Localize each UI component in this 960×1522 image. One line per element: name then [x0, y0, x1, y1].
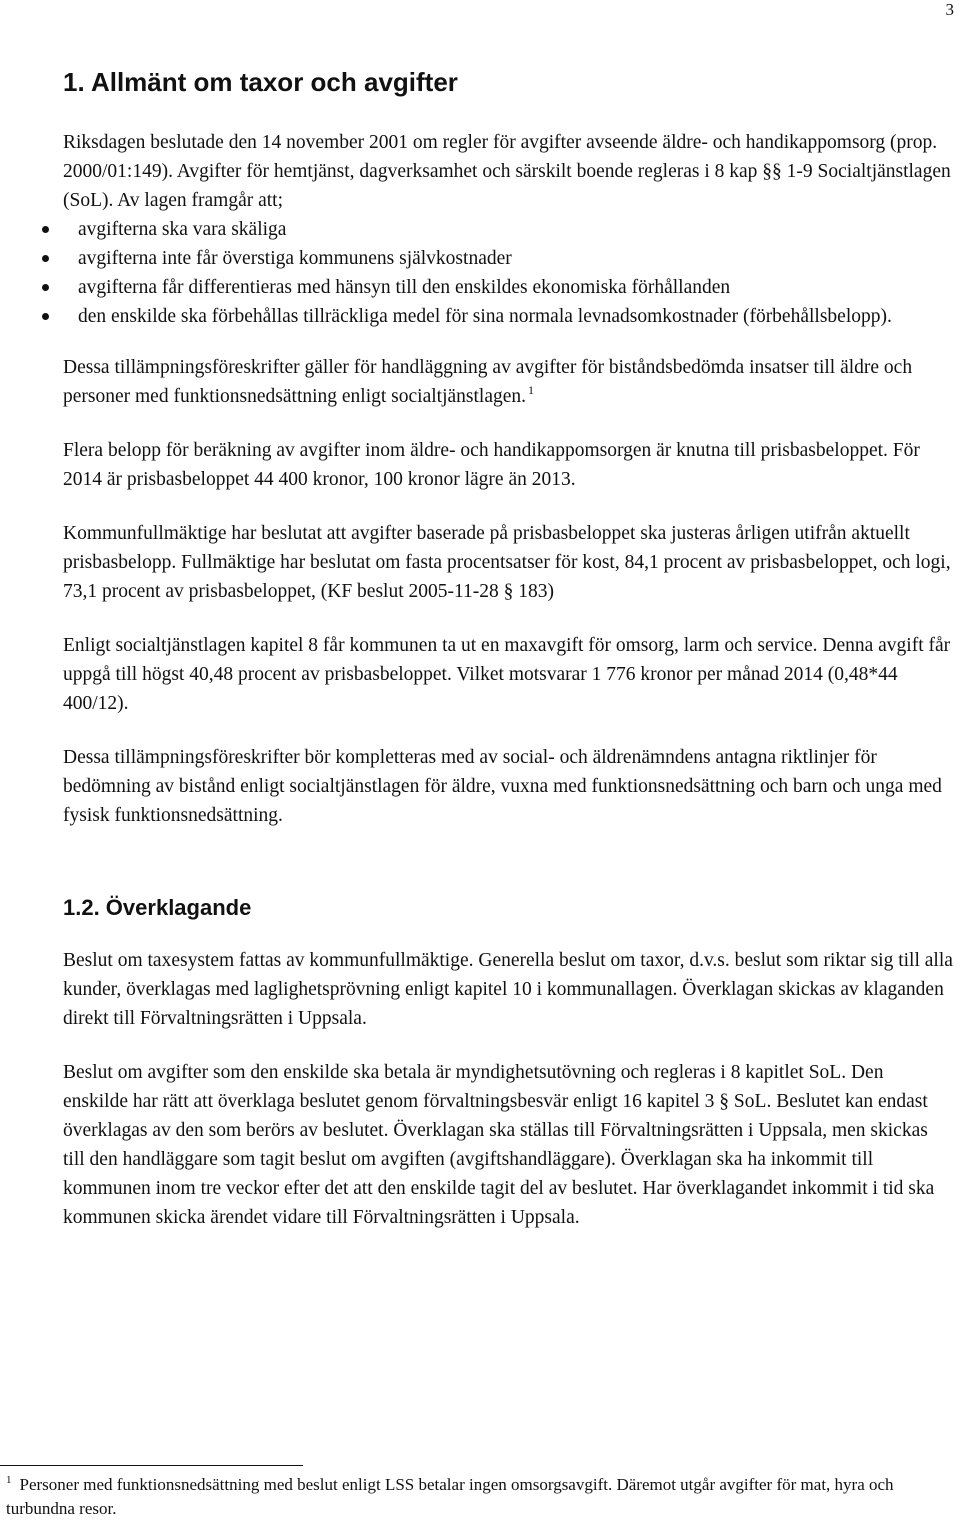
footnote-text: Personer med funktionsnedsättning med beslut enligt LSS betalar ingen omsorgsavgift. Däremot utgår avgifter för mat, hyra och turbundna resor.: [6, 1475, 894, 1518]
footnote-number: 1: [6, 1474, 12, 1486]
footnote-reference[interactable]: 1: [528, 383, 535, 397]
section-heading-allmant: 1. Allmänt om taxor och avgifter: [63, 67, 458, 97]
section-heading-overklagande: 1.2. Överklagande: [63, 895, 252, 920]
paragraph-maxavgift: Enligt socialtjänstlagen kapitel 8 får kommunen ta ut en maxavgift för omsorg, larm och service. Denna avgift får uppgå till högst 40,48 procent av prisbasbeloppet. Vilket motsvarar 1 776 kronor per månad 2014 (0,48*44 400/12).: [63, 635, 951, 714]
paragraph-prisbasbelopp: Flera belopp för beräkning av avgifter inom äldre- och handikappomsorgen är knutna till prisbasbeloppet. För 2014 är prisbasbeloppet 44 400 kronor, 100 kronor lägre än 2013.: [63, 440, 920, 490]
paragraph-intro: Riksdagen beslutade den 14 november 2001 om regler för avgifter avseende äldre- och handikappomsorg (prop. 2000/01:149). Avgifter för hemtjänst, dagverksamhet och särskilt boende regleras i 8 kap §§ 1-9 Socialtjänstlagen (SoL). Av lagen framgår att;: [63, 132, 951, 211]
list-item: avgifterna inte får överstiga kommunens självkostnader: [63, 244, 953, 273]
document-body: [63, 62, 953, 1232]
list-item: avgifterna ska vara skäliga: [63, 215, 953, 244]
list-item: den enskilde ska förbehållas tillräckliga medel för sina normala levnadsomkostnader (förbehållsbelopp).: [63, 302, 953, 331]
paragraph-kommunfullmaktige: Kommunfullmäktige har beslutat att avgifter baserade på prisbasbeloppet ska justeras årligen utifrån aktuellt prisbasbelopp. Fullmäktige har beslutat om fasta procentsatser för kost, 84,1 procent av prisbasbeloppet, och logi, 73,1 procent av prisbasbeloppet, (KF beslut 2005-11-28 § 183): [63, 523, 951, 602]
list-item: avgifterna får differentieras med hänsyn till den enskildes ekonomiska förhållanden: [63, 273, 953, 302]
paragraph-tillampning: [63, 353, 953, 411]
footnote-divider: [0, 1465, 303, 1466]
paragraph-riktlinjer: Dessa tillämpningsföreskrifter bör kompletteras med av social- och äldrenämndens antagna riktlinjer för bedömning av bistånd enligt socialtjänstlagen för äldre, vuxna med funktionsnedsättning och barn och unga med fysisk funktionsnedsättning.: [63, 747, 942, 826]
bullet-list: [63, 215, 953, 331]
page-number: 3: [945, 0, 954, 19]
paragraph-tillampning-text: Dessa tillämpningsföreskrifter gäller för handläggning av avgifter för biståndsbedömda insatser till äldre och personer med funktionsnedsättning enligt socialtjänstlagen.: [63, 357, 913, 407]
paragraph-myndighetsutovning: Beslut om avgifter som den enskilde ska betala är myndighetsutövning och regleras i 8 kapitlet SoL. Den enskilde har rätt att överklaga beslutet genom förvaltningsbesvär enligt 16 kapitel 3 § SoL. Beslutet kan endast överklagas av den som berörs av beslutet. Överklagan ska ställas till Förvaltningsrätten i Uppsala, men skickas till den handläggare som tagit beslut om avgiften (avgiftshandläggare). Överklagan ska ha inkommit till kommunen inom tre veckor efter det att den enskilde tagit del av beslutet. Har överklagandet inkommit i tid ska kommunen skicka ärendet vidare till Förvaltningsrätten i Uppsala.: [63, 1062, 935, 1228]
footnote: [6, 1473, 946, 1521]
paragraph-taxesystem: Beslut om taxesystem fattas av kommunfullmäktige. Generella beslut om taxor, d.v.s. beslut som riktar sig till alla kunder, överklagas med laglighetsprövning enligt kapitel 10 i kommunallagen. Överklagan skickas av klaganden direkt till Förvaltningsrätten i Uppsala.: [63, 950, 953, 1029]
